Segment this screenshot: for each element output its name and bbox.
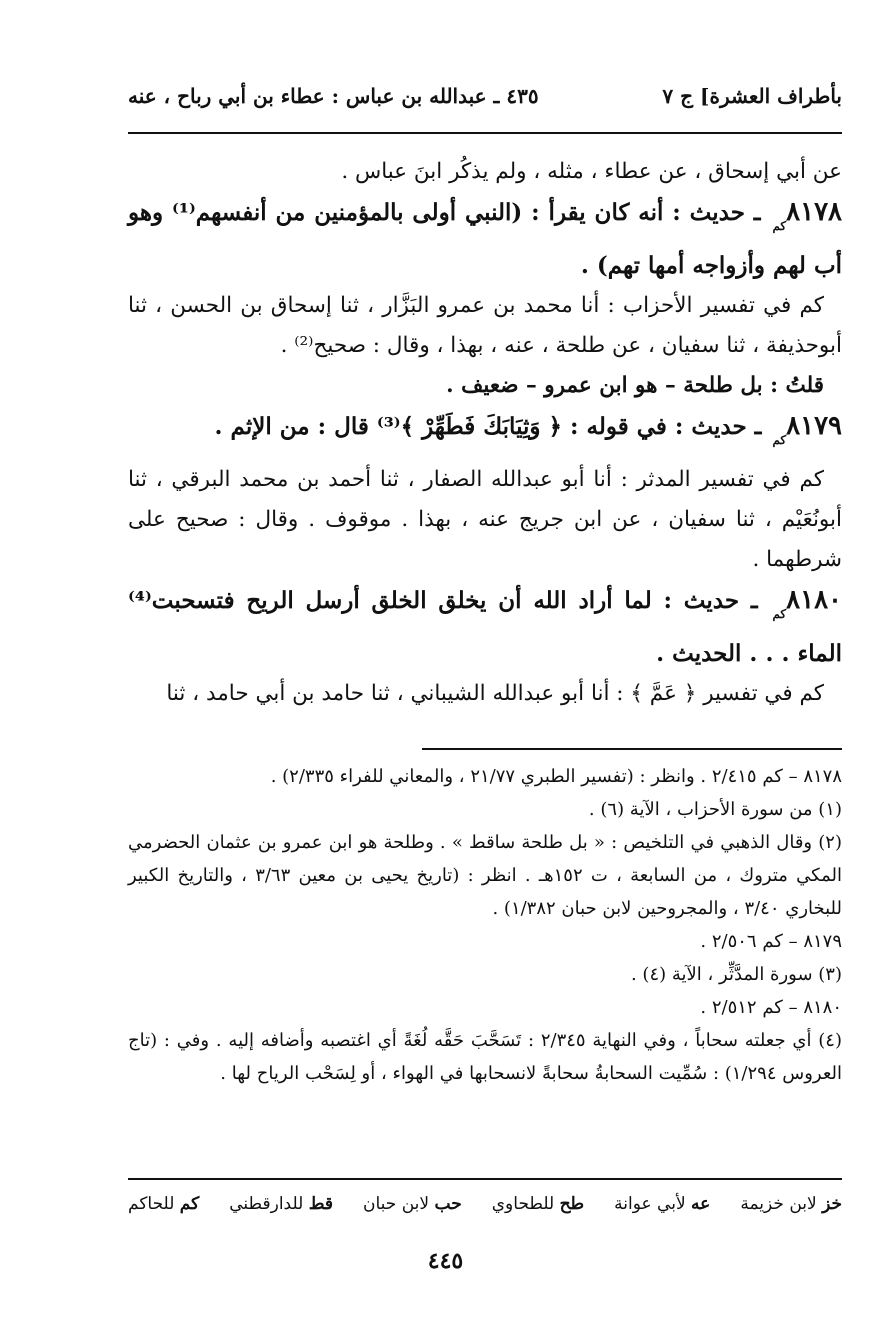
header-book-title: بأطراف العشرة] ج ٧ (662, 84, 842, 108)
page-number: ٤٤٥ (427, 1248, 464, 1274)
isnad-8179: كم في تفسير المدثر : أنا أبو عبدالله الصفار ، ثنا أحمد بن محمد البرقي ، ثنا أبونُعَيْم ، ثنا سفيان ، عن ابن جريج عنه ، بهذا . موقوف . وقال : صحيح على شرطهما . (128, 467, 842, 572)
legend-text: لابن حبان (363, 1194, 430, 1214)
legend-item (229, 1194, 333, 1214)
hadith-text: ـ حديث : في قوله : ﴿ وَثِيَابَكَ فَطَهِّرْ ﴾⁽³⁾ قال : من الإثم . (214, 413, 762, 440)
legend-text: لابن خزيمة (740, 1194, 817, 1214)
footnote: (٢) وقال الذهبي في التلخيص : « بل طلحة ساقط » . وطلحة هو ابن عمرو بن عثمان الحضرمي المكي متروك ، من السابعة ، ت ١٥٢هـ . انظر : (تاريخ يحيى بن معين ٣/٦٣ ، والتاريخ الكبير للبخاري ٣/٤٠ ، والمجروحين لابن حبان ١/٣٨٢) . (128, 832, 843, 919)
intro-line: عن أبي إسحاق ، عن عطاء ، مثله ، ولم يذكُر ابنَ عباس . (341, 159, 842, 184)
hadith-number: ٨١٧٩ (786, 411, 842, 441)
legend-item (740, 1194, 842, 1214)
legend-text: للحاكم (128, 1194, 175, 1214)
legend-item (492, 1194, 584, 1214)
legend-text: لأبي عوانة (614, 1194, 686, 1214)
comment-8178: قلتُ : بل طلحة – هو ابن عمرو – ضعيف . (446, 373, 824, 398)
hadith-8178 (128, 192, 842, 286)
header-chapter-title: ٤٣٥ ـ عبدالله بن عباس : عطاء بن أبي رباح ، عنه (128, 84, 539, 108)
legend-abbr: حب (434, 1194, 462, 1214)
kam-marker: كم (772, 219, 787, 233)
footnote: ٨١٨٠ – كم ٢/٥١٢ . (700, 997, 842, 1018)
hadith-text: ـ حديث : أنه كان يقرأ : (النبي أولى بالمؤمنين من أنفسهم⁽¹⁾ وهو أب لهم وأزواجه أمها تهم) . (128, 199, 842, 279)
footnote: ٨١٧٨ – كم ٢/٤١٥ . وانظر : (تفسير الطبري ٢١/٧٧ ، والمعاني للفراء ٢/٣٣٥) . (270, 766, 842, 787)
footnotes (128, 760, 842, 1090)
legend-item (128, 1194, 199, 1214)
hadith-8179 (128, 406, 842, 460)
legend-abbr: خز (822, 1194, 842, 1214)
legend-item (363, 1194, 462, 1214)
header-rule (128, 132, 842, 134)
main-text (128, 152, 842, 714)
isnad-8180: كم في تفسير ﴿ عَمَّ ﴾ : أنا أبو عبدالله الشيباني ، ثنا حامد بن أبي حامد ، ثنا (166, 681, 824, 706)
legend-text: للطحاوي (491, 1194, 555, 1214)
legend-rule (128, 1178, 842, 1180)
footnote: (٣) سورة المدَّثِّر ، الآية (٤) . (630, 964, 842, 985)
kam-marker: كم (772, 607, 787, 621)
legend-abbr: كم (179, 1194, 200, 1214)
footnote-rule (422, 748, 842, 750)
legend-abbr: قط (308, 1194, 333, 1214)
legend-text: للدارقطني (229, 1194, 304, 1214)
hadith-text: ـ حديث : لما أراد الله أن يخلق الخلق أرسل الريح فتسحبت⁽⁴⁾ الماء . . . الحديث . (128, 587, 842, 667)
kam-marker: كم (772, 433, 787, 447)
hadith-number: ٨١٨٠ (786, 585, 842, 615)
hadith-8180 (128, 580, 842, 674)
running-header (128, 84, 842, 108)
hadith-number: ٨١٧٨ (786, 197, 842, 227)
abbreviation-legend (128, 1194, 842, 1214)
legend-item (614, 1194, 710, 1214)
footnote: (١) من سورة الأحزاب ، الآية (٦) . (588, 799, 842, 820)
footnote: ٨١٧٩ – كم ٢/٥٠٦ . (700, 931, 842, 952)
footnote: (٤) أي جعلته سحاباً ، وفي النهاية ٢/٣٤٥ : تَسَحَّبَ حَقَّه لُغَةً أي اغتصبه وأضافه إليه . وفي : (تاج العروس ١/٢٩٤) : سُمِّيت السحابةُ سحابةً لانسحابها في الهواء ، أو لِسَحْب الرياح لها . (128, 1030, 842, 1084)
isnad-8178: كم في تفسير الأحزاب : أنا محمد بن عمرو البَزَّار ، ثنا إسحاق بن الحسن ، ثنا أبوحذيفة ، ثنا سفيان ، عن طلحة ، عنه ، بهذا ، وقال : صحيح⁽²⁾ . (128, 293, 842, 358)
legend-abbr: عه (691, 1194, 711, 1214)
legend-abbr: طح (559, 1194, 585, 1214)
